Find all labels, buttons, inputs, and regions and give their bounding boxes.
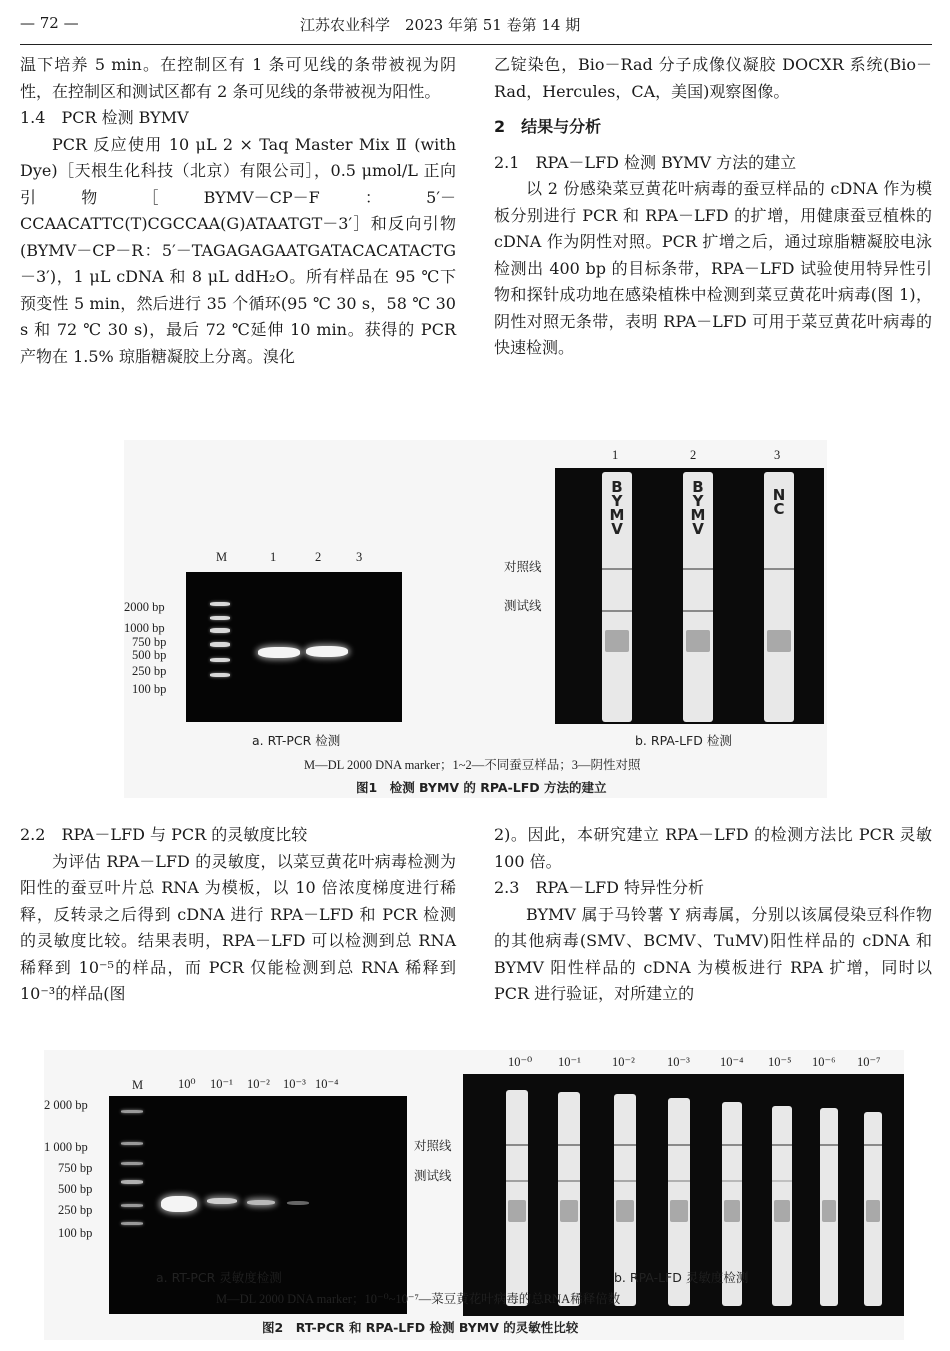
test-band (668, 1180, 690, 1182)
strip-lane-label: 1 (612, 448, 619, 462)
lfd-strip (820, 1108, 838, 1306)
sample-pad (560, 1200, 578, 1222)
marker-label: 100 bp (58, 1226, 93, 1240)
section-heading-2-2: 2.2 RPA－LFD 与 PCR 的灵敏度比较 (20, 825, 308, 844)
strip-lane-label: 3 (774, 448, 781, 462)
test-band (602, 610, 632, 612)
figure-1 (124, 440, 827, 798)
sample-pad (822, 1200, 836, 1222)
ladder-band (210, 602, 230, 606)
figure-2 (44, 1050, 904, 1340)
marker-label: 2 000 bp (44, 1098, 88, 1112)
sample-pad (508, 1200, 526, 1222)
test-band (614, 1180, 636, 1182)
pcr-band (287, 1201, 309, 1205)
marker-label: 2000 bp (124, 600, 165, 614)
marker-label: 1000 bp (124, 621, 165, 635)
strip-handwriting: B Y M V (609, 478, 625, 538)
sample-pad (616, 1200, 634, 1222)
paragraph: 以 2 份感染菜豆黄花叶病毒的蚕豆样品的 cDNA 作为模板分别进行 PCR 和 RPA－LFD 的扩增，用健康蚕豆植株的 cDNA 作为阴性对照。PCR 扩增之后，通过琼脂糖凝胶电泳检测出 400 bp 的目标条带，RPA－LFD 试验使用特异性引物和探针成功地在感染植株中检测到菜豆黄花叶病毒(图 1)，阴性对照无条带，表明 RPA－LFD 可用于菜豆黄花叶病毒的快速检测。 (494, 179, 932, 357)
ladder-band (121, 1110, 143, 1113)
section-heading-2-3: 2.3 RPA－LFD 特异性分析 (494, 878, 704, 897)
control-band (772, 1144, 792, 1146)
page-number: — 72 — (20, 14, 79, 32)
test-band (683, 610, 713, 612)
header-rule (20, 44, 932, 45)
lfd-strip (764, 472, 794, 722)
figure-caption: 图2 RT-PCR 和 RPA-LFD 检测 BYMV 的灵敏性比较 (262, 1320, 579, 1335)
paragraph: 为评估 RPA－LFD 的灵敏度，以菜豆黄花叶病毒检测为阳性的蚕豆叶片总 RNA 为模板，以 10 倍浓度梯度进行稀释，反转录之后得到 cDNA 进行 RPA－LFD 和 PCR 检测的灵敏度比较。结果表明，RPA－LFD 可以检测到总 RNA 稀释到 10⁻⁵的样品，而 PCR 仅能检测到总 RNA 稀释到 10⁻³的样品(图 (20, 851, 456, 1003)
lfd-strip (772, 1106, 792, 1306)
lane-label: M (132, 1078, 144, 1092)
control-band (602, 568, 632, 570)
lfd-strip (864, 1112, 882, 1306)
marker-label: 250 bp (132, 664, 167, 678)
control-band (764, 568, 794, 570)
test-band (506, 1180, 528, 1182)
control-band (722, 1144, 742, 1146)
marker-label: 1 000 bp (44, 1140, 88, 1154)
lane-label: 1 (270, 550, 277, 564)
strip-lane-label: 10⁻⁶ (812, 1055, 836, 1069)
sample-pad (774, 1200, 790, 1222)
ladder-band (121, 1204, 143, 1207)
paragraph: PCR 反应使用 10 μL 2 × Taq Master Mix Ⅱ (with Dye)［天根生化科技（北京）有限公司］，0.5 μmol/L 正向引物［BYMV－CP－F：5′－CCAACATTC(T)CGCCAA(G)ATAATGT－3′］和反向引物(BYMV－CP－R：5′－TAGAGAGAATGATACACATACTG－3′)，1 μL cDNA 和 8 μL ddH₂O。所有样品在 95 ℃下预变性 5 min，然后进行 35 个循环(95 ℃ 30 s，58 ℃ 30 s 和 72 ℃ 30 s)，最后 72 ℃延伸 10 min。获得的 PCR 产物在 1.5% 琼脂糖凝胶上分离。溴化 (20, 134, 456, 366)
pcr-band (258, 647, 300, 658)
pcr-band (207, 1198, 237, 1204)
paragraph: BYMV 属于马铃薯 Y 病毒属，分别以该属侵染豆科作物的其他病毒(SMV、BCMV、TuMV)阳性样品的 cDNA 和 BYMV 阳性样品的 cDNA 为模板进行 RPA 扩增，同时以 PCR 进行验证，对所建立的 (494, 904, 932, 1003)
paragraph: 2)。因此，本研究建立 RPA－LFD 的检测方法比 PCR 灵敏 100 倍。 (494, 825, 932, 871)
pcr-band (161, 1196, 197, 1212)
ladder-band (121, 1222, 143, 1225)
strip-lane-label: 10⁻³ (667, 1055, 690, 1069)
control-band (864, 1144, 882, 1146)
lane-label: 3 (356, 550, 363, 564)
strip-lane-label: 10⁻⁴ (720, 1055, 744, 1069)
lfd-strip (602, 472, 632, 722)
control-band (683, 568, 713, 570)
subcaption-b: b. RPA-LFD 检测 (635, 733, 732, 748)
strip-handwriting: N C (772, 486, 786, 518)
control-band (558, 1144, 580, 1146)
right-column-2 (494, 822, 932, 1008)
pcr-band (247, 1200, 275, 1205)
gel-image (186, 572, 402, 722)
strip-lane-label: 2 (690, 448, 697, 462)
marker-label: 500 bp (132, 648, 167, 662)
test-band (558, 1180, 580, 1182)
section-heading-2: 2 结果与分析 (494, 117, 602, 136)
sample-pad (686, 630, 710, 652)
control-band (820, 1144, 838, 1146)
lfd-strip-image (555, 468, 824, 724)
strip-handwriting: B Y M V (690, 478, 706, 538)
lane-label: 10⁰ (178, 1077, 196, 1091)
paragraph: 温下培养 5 min。在控制区有 1 条可见线的条带被视为阴性，在控制区和测试区都有 2 条可见线的条带被视为阳性。 (20, 55, 456, 101)
marker-label: 750 bp (58, 1161, 93, 1175)
marker-label: 100 bp (132, 682, 167, 696)
left-column-2 (20, 822, 456, 1008)
subcaption-b: b. RPA-LFD 灵敏度检测 (614, 1270, 749, 1285)
test-line-label: 测试线 (504, 598, 542, 613)
sample-pad (866, 1200, 880, 1222)
subcaption-a: a. RT-PCR 灵敏度检测 (156, 1270, 282, 1285)
lane-label: 2 (315, 550, 322, 564)
ladder-band (210, 658, 230, 662)
pcr-band (306, 646, 348, 657)
control-band (668, 1144, 690, 1146)
strip-lane-label: 10⁻⁰ (508, 1055, 533, 1069)
figure-caption: 图1 检测 BYMV 的 RPA-LFD 方法的建立 (356, 780, 607, 795)
ladder-band (121, 1142, 143, 1145)
lfd-strip (683, 472, 713, 722)
marker-label: 250 bp (58, 1203, 93, 1217)
strip-lane-label: 10⁻⁷ (857, 1055, 881, 1069)
strip-lane-label: 10⁻⁵ (768, 1055, 792, 1069)
lane-label: M (216, 550, 228, 564)
control-band (614, 1144, 636, 1146)
sample-pad (767, 630, 791, 652)
lane-label: 10⁻⁴ (315, 1077, 339, 1091)
test-band (772, 1180, 792, 1182)
figure-legend: M—DL 2000 DNA marker；10⁻⁰~10⁻⁷—菜豆黄花叶病毒的总RNA稀释倍数 (216, 1292, 621, 1306)
marker-label: 750 bp (132, 635, 167, 649)
lfd-strip (558, 1092, 580, 1306)
ladder-band (121, 1180, 143, 1184)
ladder-band (210, 642, 230, 647)
subcaption-a: a. RT-PCR 检测 (252, 733, 341, 748)
marker-label: 500 bp (58, 1182, 93, 1196)
strip-lane-label: 10⁻² (612, 1055, 635, 1069)
sample-pad (670, 1200, 688, 1222)
ladder-band (121, 1162, 143, 1165)
paragraph: 乙锭染色，Bio－Rad 分子成像仪凝胶 DOCXR 系统(Bio－Rad，Hercules，CA，美国)观察图像。 (494, 55, 932, 101)
sample-pad (724, 1200, 740, 1222)
sample-pad (605, 630, 629, 652)
lane-label: 10⁻¹ (210, 1077, 233, 1091)
lfd-strip (506, 1090, 528, 1306)
ladder-band (210, 616, 230, 620)
test-band (722, 1180, 742, 1182)
ladder-band (210, 673, 230, 677)
control-band (506, 1144, 528, 1146)
journal-header: 江苏农业科学 2023 年第 51 卷第 14 期 (300, 16, 581, 34)
test-line-label: 测试线 (414, 1168, 452, 1183)
right-column-1 (494, 52, 932, 362)
lane-label: 10⁻² (247, 1077, 270, 1091)
control-line-label: 对照线 (504, 559, 542, 574)
strip-lane-label: 10⁻¹ (558, 1055, 581, 1069)
figure-legend: M—DL 2000 DNA marker；1~2—不同蚕豆样品；3—阴性对照 (304, 758, 641, 772)
lane-label: 10⁻³ (283, 1077, 306, 1091)
section-heading-2-1: 2.1 RPA－LFD 检测 BYMV 方法的建立 (494, 152, 797, 172)
control-line-label: 对照线 (414, 1138, 452, 1153)
section-heading-1-4: 1.4 PCR 检测 BYMV (20, 108, 189, 127)
left-column-1 (20, 52, 456, 370)
ladder-band (210, 628, 230, 633)
